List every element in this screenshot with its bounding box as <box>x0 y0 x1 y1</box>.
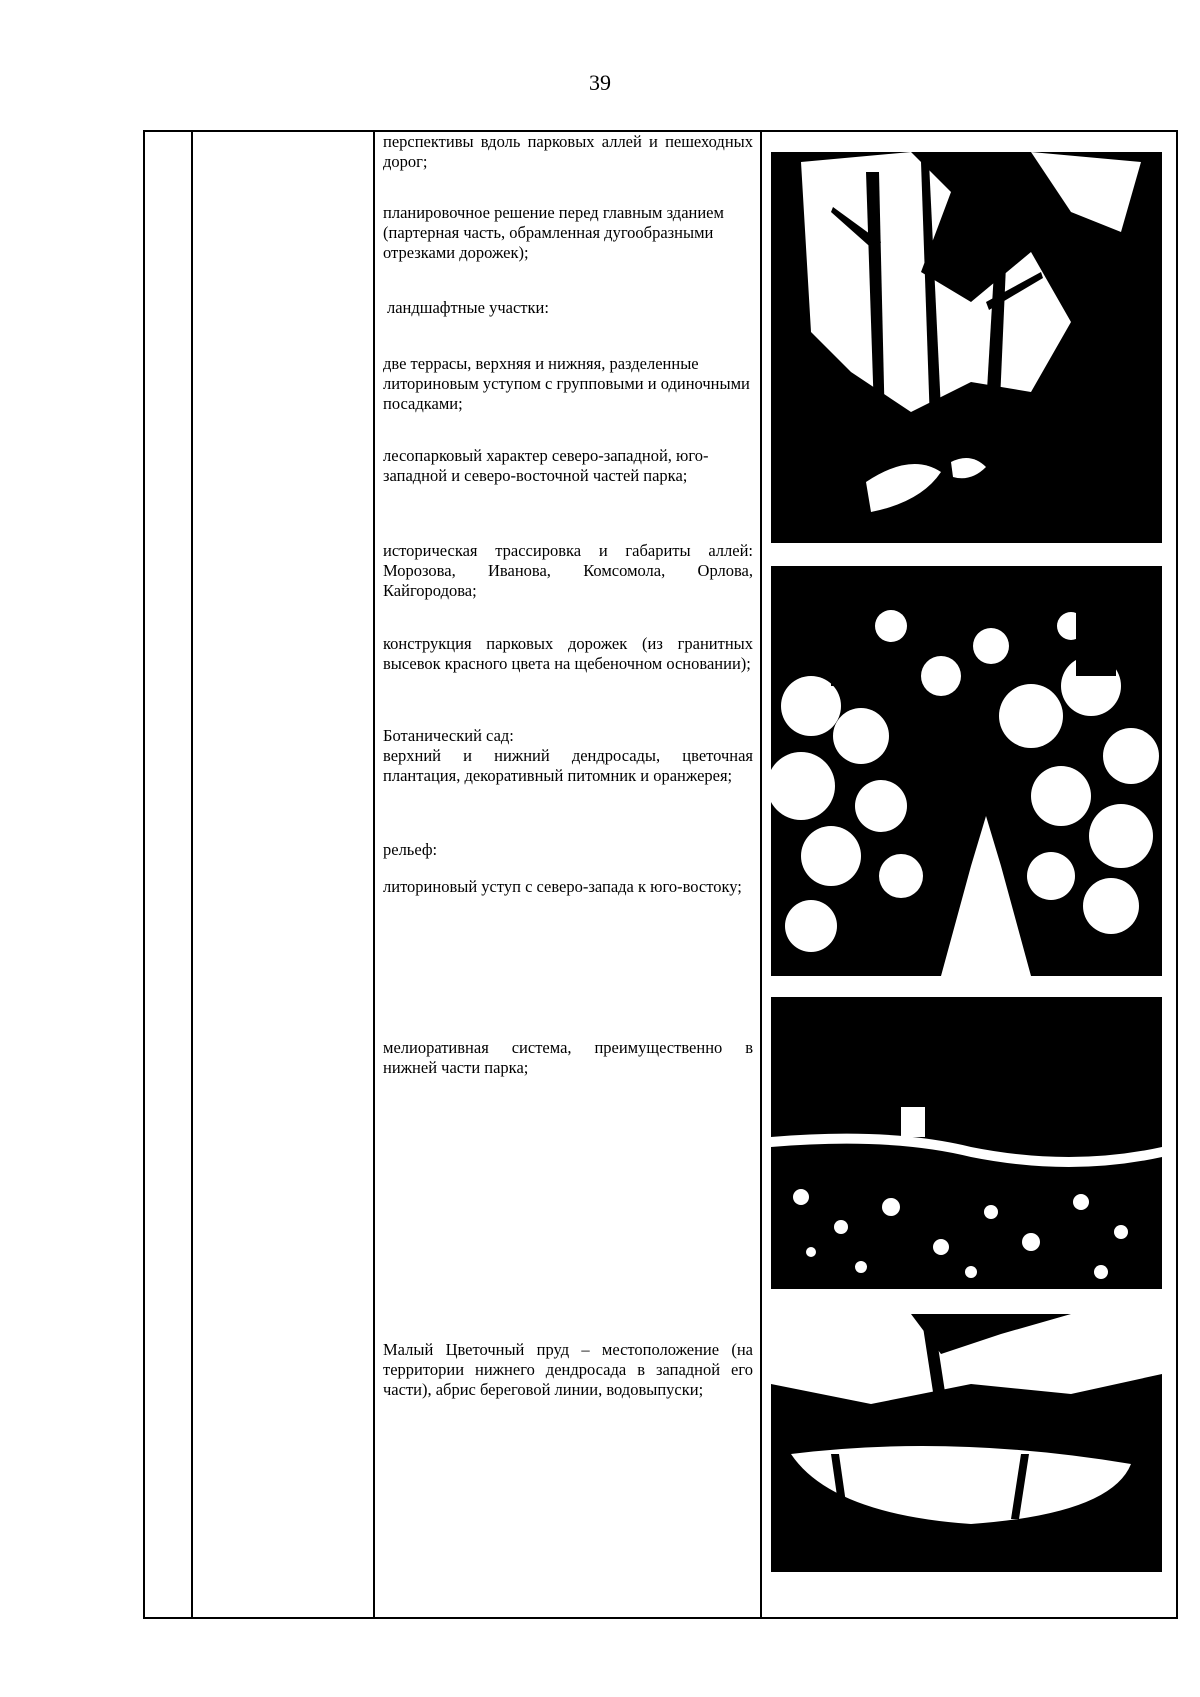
photo-bare-trees <box>771 152 1162 543</box>
column-divider-1 <box>191 130 193 1619</box>
paragraph-landscape-areas: ландшафтные участки: <box>387 298 549 317</box>
photo-garden-path <box>771 566 1162 976</box>
column-divider-3 <box>760 130 762 1619</box>
page-number: 39 <box>589 70 611 95</box>
paragraph-relief-title: рельеф: <box>383 840 438 859</box>
paragraph-perspectives: перспективы вдоль парковых аллей и пешеходных дорог; <box>383 132 753 171</box>
paragraph-botanical-title: Ботанический сад: <box>383 726 514 745</box>
paragraph-botanical-garden: верхний и нижний дендросады, цветочная плантация, декоративный питомник и оранжерея; <box>383 746 753 785</box>
paragraph-terraces: две террасы, верхняя и нижняя, разделенные литориновым уступом с групповыми и одиночными посадками; <box>383 354 750 413</box>
paragraph-forest-park: лесопарковый характер северо-западной, юго-западной и северо-восточной частей парка; <box>383 446 709 485</box>
photo-flower-pond <box>771 1314 1162 1572</box>
column-divider-2 <box>373 130 375 1619</box>
photo-drainage-area <box>771 997 1162 1289</box>
paragraph-alleys: историческая трассировка и габариты аллей: Морозова, Иванова, Комсомола, Орлова, Кайгородова; <box>383 541 753 600</box>
paragraph-reclamation-system: мелиоративная система, преимущественно в нижней части парка; <box>383 1038 753 1077</box>
table-bottom-border <box>143 1617 1178 1619</box>
paragraph-layout-main-building: планировочное решение перед главным зданием (партерная часть, обрамленная дугообразными отрезками дорожек); <box>383 203 724 262</box>
table-right-border <box>1176 130 1178 1619</box>
table-left-border <box>143 130 145 1619</box>
paragraph-flower-pond: Малый Цветочный пруд – местоположение (на территории нижнего дендросада в западной его части), абрис береговой линии, водовыпуски; <box>383 1340 753 1399</box>
paragraph-littorina-ledge: литориновый уступ с северо-запада к юго-востоку; <box>383 877 742 896</box>
paragraph-paths: конструкция парковых дорожек (из гранитных высевок красного цвета на щебеночном основании); <box>383 634 753 673</box>
